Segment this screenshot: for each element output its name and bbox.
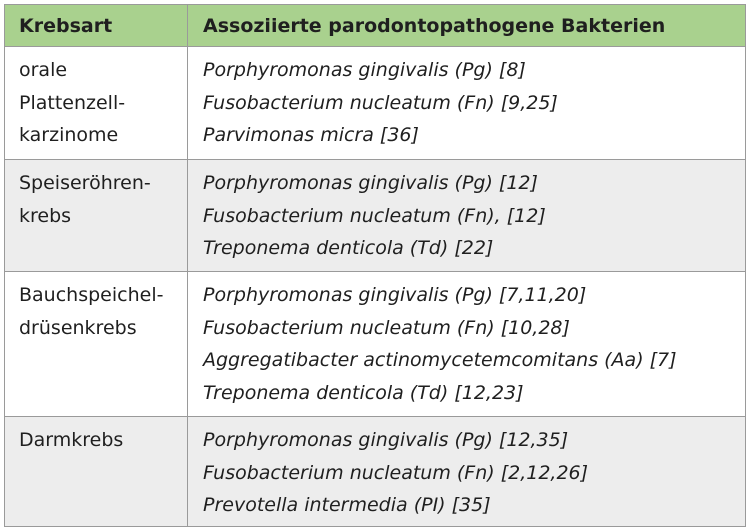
bacterium-entry: Fusobacterium nucleatum (Fn), [12] — [203, 204, 546, 227]
bacterium-entry: Porphyromonas gingivalis (Pg) [12] — [203, 172, 538, 194]
bacterium-entry: Porphyromonas gingivalis (Pg) [7,11,20] — [203, 284, 587, 306]
cancer-type-text: krebs — [19, 204, 72, 227]
bacterium-entry: Treponema denticola (Td) [12,23] — [203, 381, 524, 404]
table-row — [5, 271, 745, 416]
bacteria-cell — [188, 272, 745, 416]
cancer-type-cell — [5, 160, 188, 271]
bacterium-entry: Treponema denticola (Td) [22] — [203, 237, 494, 259]
bacteria-cell — [188, 47, 745, 159]
bacterium-entry: Fusobacterium nucleatum (Fn) [9,25] — [203, 91, 558, 114]
table-row — [5, 159, 745, 271]
cancer-type-cell — [5, 417, 188, 526]
cancer-type-cell — [5, 47, 188, 159]
bacterium-entry: Porphyromonas gingivalis (Pg) [8] — [203, 59, 526, 81]
cancer-type-text: orale — [19, 59, 68, 81]
cancer-type-text: drüsenkrebs — [19, 316, 137, 339]
header-cancer-type: Krebsart — [5, 5, 188, 46]
cancer-type-text: karzinome — [19, 124, 119, 146]
table-row — [5, 416, 745, 526]
cancer-type-text: Bauchspeichel- — [19, 284, 164, 306]
bacterium-entry: Aggregatibacter actinomycetemcomitans (Aa) [7] — [203, 349, 677, 371]
bacterium-entry: Fusobacterium nucleatum (Fn) [2,12,26] — [203, 461, 589, 484]
bacterium-entry: Porphyromonas gingivalis (Pg) [12,35] — [203, 429, 569, 451]
bacteria-cell — [188, 417, 745, 526]
bacterium-entry: Prevotella intermedia (PI) [35] — [203, 494, 491, 516]
bacterium-entry: Parvimonas micra [36] — [203, 124, 419, 146]
table-row — [5, 46, 745, 159]
cancer-type-text: Darmkrebs — [19, 429, 124, 451]
bacteria-cancer-table — [4, 4, 746, 527]
bacterium-entry: Fusobacterium nucleatum (Fn) [10,28] — [203, 316, 570, 339]
cancer-type-text: Plattenzell- — [19, 91, 126, 114]
header-bacteria: Assoziierte parodontopathogene Bakterien — [203, 14, 666, 37]
table-header-row — [5, 5, 745, 46]
bacteria-cell — [188, 160, 745, 271]
cancer-type-text: Speiseröhren- — [19, 172, 151, 194]
cancer-type-cell — [5, 272, 188, 416]
